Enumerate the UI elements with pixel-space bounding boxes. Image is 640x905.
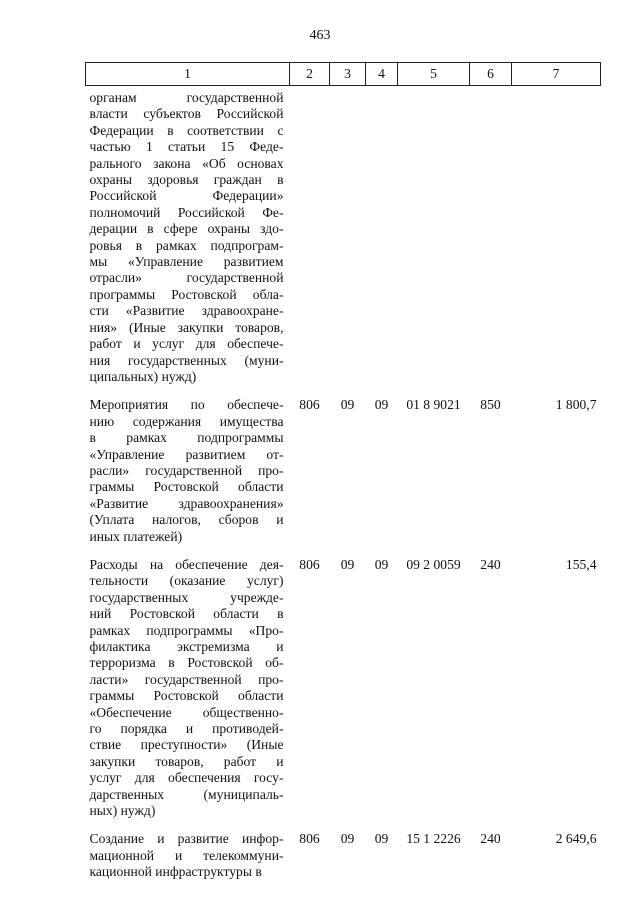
table-row bbox=[86, 827, 601, 888]
row-subsection-code-2: 09 bbox=[374, 831, 389, 847]
row-amount: 1 800,7 bbox=[555, 397, 597, 413]
description-line: полномочий Российской Фе- bbox=[89, 204, 284, 220]
description-line: сти «Развитие здравоохране- bbox=[89, 303, 284, 319]
description-line: закупки товаров, работ и bbox=[89, 753, 284, 769]
row-subsection-code: 09 bbox=[340, 397, 355, 413]
row-amount: 155,4 bbox=[565, 556, 597, 572]
description-line: Создание и развитие инфор- bbox=[89, 831, 284, 847]
header-col-6: 6 bbox=[470, 63, 512, 86]
row-target-article bbox=[398, 86, 470, 394]
description-line: ласти» государственной про- bbox=[89, 671, 284, 687]
description-line: дарственных (муниципаль- bbox=[89, 786, 284, 802]
description-line: «Обеспечение общественно- bbox=[89, 704, 284, 720]
description-line: частью 1 статьи 15 Феде- bbox=[89, 139, 284, 155]
description-line: кационной инфраструктуры в bbox=[89, 864, 262, 880]
description-line: Российской Федерации» bbox=[89, 188, 284, 204]
row-description bbox=[86, 827, 290, 888]
budget-table bbox=[85, 62, 601, 889]
row-section-code: 806 bbox=[299, 397, 320, 413]
row-expense-type: 240 bbox=[480, 556, 501, 572]
description-line: программы Ростовской обла- bbox=[89, 286, 284, 302]
description-line: мы «Управление развитием bbox=[89, 254, 284, 270]
description-line: расли» государственной про- bbox=[89, 462, 284, 478]
table-row bbox=[86, 393, 601, 553]
row-subsection-code-2: 09 bbox=[374, 556, 389, 572]
row-subsection-code: 09 bbox=[340, 556, 355, 572]
table-row bbox=[86, 86, 601, 394]
row-subsection-code: 09 bbox=[340, 831, 355, 847]
description-line: ровья в рамках подпрограм- bbox=[89, 237, 284, 253]
description-line: ципальных) нужд) bbox=[89, 368, 197, 384]
description-line: власти субъектов Российской bbox=[89, 106, 284, 122]
row-target-article: 01 8 9021 bbox=[406, 397, 461, 413]
description-line: го порядка и противодей- bbox=[89, 721, 284, 737]
description-line: ных) нужд) bbox=[89, 803, 156, 819]
description-line: тельности (оказание услуг) bbox=[89, 573, 284, 589]
description-line: отрасли» государственной bbox=[89, 270, 284, 286]
row-description bbox=[86, 393, 290, 553]
row-section-code: 806 bbox=[299, 831, 320, 847]
description-line: филактика экстремизма и bbox=[89, 639, 284, 654]
row-expense-type: 240 bbox=[480, 831, 501, 847]
description-line: работ и услуг для обеспече- bbox=[89, 336, 284, 352]
description-line: охраны здоровья граждан в bbox=[89, 172, 284, 188]
header-col-5: 5 bbox=[398, 63, 470, 86]
row-section-code bbox=[290, 86, 330, 394]
description-line: иных платежей) bbox=[89, 528, 183, 544]
description-line: нию содержания имущества bbox=[89, 413, 284, 429]
description-line: ний Ростовской области в bbox=[89, 606, 284, 622]
header-col-1: 1 bbox=[86, 63, 290, 86]
page-number: 463 bbox=[309, 28, 331, 43]
description-line: граммы Ростовской области bbox=[89, 688, 284, 704]
row-description bbox=[86, 86, 290, 394]
table-header-row bbox=[86, 63, 601, 86]
header-col-3: 3 bbox=[330, 63, 366, 86]
description-line: (Уплата налогов, сборов и bbox=[89, 512, 284, 528]
description-line: терроризма в Ростовской об- bbox=[89, 655, 284, 671]
description-line: рального закона «Об основах bbox=[89, 155, 284, 171]
description-line: «Развитие здравоохранения» bbox=[89, 495, 284, 511]
description-line: в рамках подпрограммы bbox=[89, 430, 284, 446]
description-line: ния государственных (муни- bbox=[89, 352, 284, 368]
row-subsection-code bbox=[330, 86, 366, 394]
row-amount bbox=[512, 86, 601, 394]
description-line: Мероприятия по обеспече- bbox=[89, 397, 284, 413]
row-subsection-code-2: 09 bbox=[374, 397, 389, 413]
header-col-7: 7 bbox=[512, 63, 601, 86]
header-col-4: 4 bbox=[366, 63, 398, 86]
description-line: Федерации в соответствии с bbox=[89, 122, 284, 138]
row-expense-type: 850 bbox=[480, 397, 501, 413]
description-line: «Управление развитием от- bbox=[89, 446, 284, 462]
description-line: услуг для обеспечения госу- bbox=[89, 770, 284, 786]
description-line: Расходы на обеспечение дея- bbox=[89, 556, 284, 572]
description-line: граммы Ростовской области bbox=[89, 479, 284, 495]
row-description bbox=[86, 553, 290, 828]
table-row bbox=[86, 553, 601, 828]
description-line: дерации в сфере охраны здо- bbox=[89, 221, 284, 237]
description-line: органам государственной bbox=[89, 90, 284, 105]
description-line: ствие преступности» (Иные bbox=[89, 737, 284, 753]
description-line: мационной и телекоммуни- bbox=[89, 847, 284, 863]
header-col-2: 2 bbox=[290, 63, 330, 86]
row-target-article: 09 2 0059 bbox=[406, 556, 461, 572]
row-section-code: 806 bbox=[299, 556, 320, 572]
description-line: рамках подпрограммы «Про- bbox=[89, 622, 284, 638]
row-subsection-code-2 bbox=[366, 86, 398, 394]
row-expense-type bbox=[470, 86, 512, 394]
description-line: ния» (Иные закупки товаров, bbox=[89, 319, 284, 335]
row-amount: 2 649,6 bbox=[555, 831, 597, 847]
description-line: государственных учрежде- bbox=[89, 589, 284, 605]
table-body bbox=[86, 86, 601, 889]
row-target-article: 15 1 2226 bbox=[406, 831, 461, 847]
